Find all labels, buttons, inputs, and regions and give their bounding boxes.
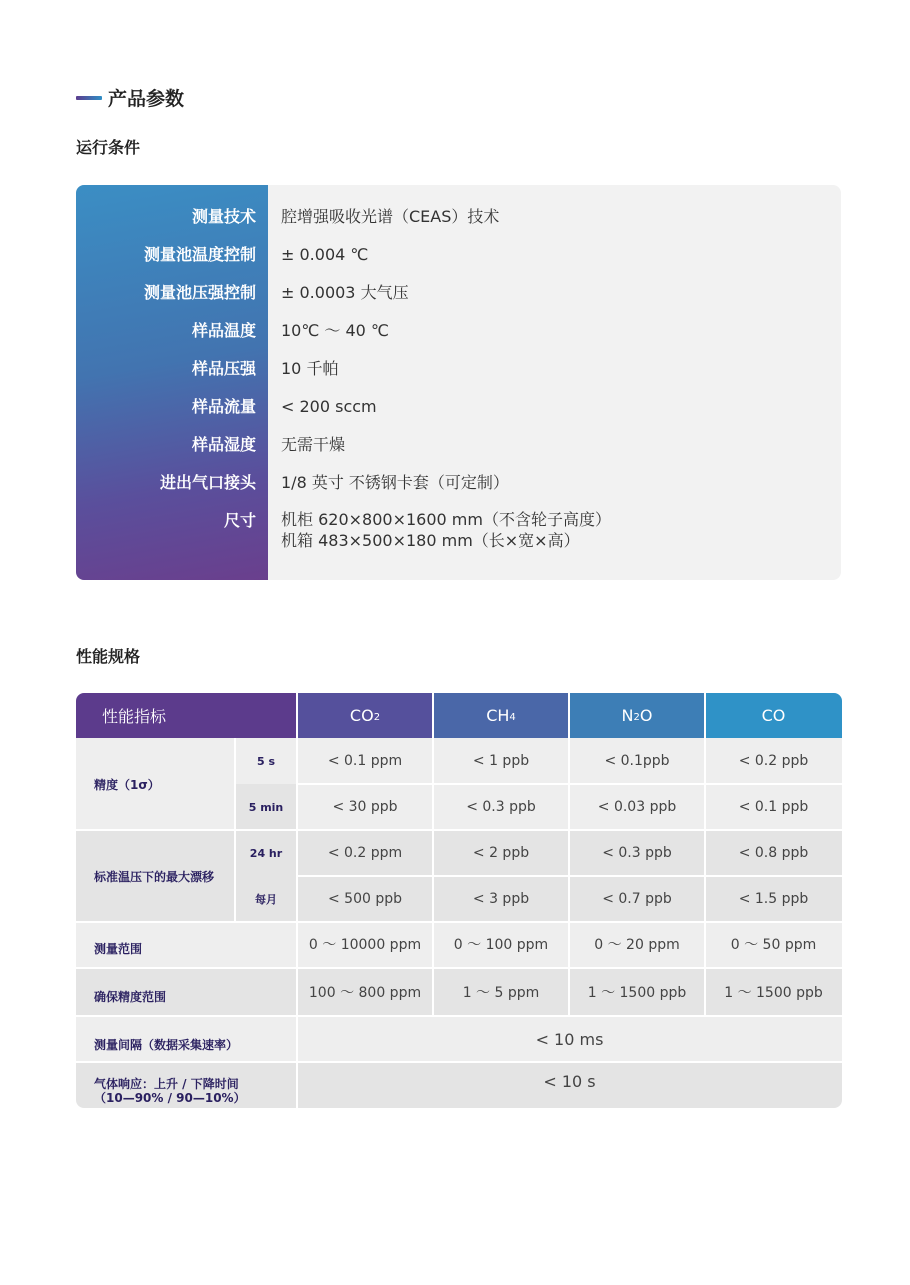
- table-cell: < 1 ppb: [433, 738, 569, 784]
- condition-key: 样品流量: [191, 397, 256, 416]
- table-cell: < 0.1ppb: [569, 738, 705, 784]
- header-gas-co2: [297, 693, 433, 738]
- grid-line: [76, 1061, 842, 1063]
- table-cell: < 0.03 ppb: [569, 784, 705, 830]
- performance-heading: 性能规格: [76, 647, 141, 666]
- condition-row: [76, 357, 841, 381]
- condition-value: ± 0.004 ℃: [281, 245, 369, 264]
- condition-row: [76, 471, 841, 495]
- table-cell: 0 ～ 10000 ppm: [297, 922, 433, 968]
- condition-row: [76, 433, 841, 457]
- table-cell: < 0.3 ppb: [433, 784, 569, 830]
- condition-value: ± 0.0003 大气压: [281, 283, 409, 302]
- operating-conditions-table: [76, 185, 841, 580]
- condition-row: [76, 395, 841, 419]
- table-cell: 1 ～ 1500 ppb: [569, 968, 705, 1016]
- condition-key: 样品湿度: [191, 435, 256, 454]
- precision-sub-5min: 5 min: [235, 784, 297, 830]
- gas-base: N: [621, 706, 634, 725]
- accurate-range-label: 确保精度范围: [76, 968, 297, 1016]
- condition-row: [76, 281, 841, 305]
- table-cell: 1 ～ 5 ppm: [433, 968, 569, 1016]
- condition-row: [76, 205, 841, 229]
- operating-conditions-heading: 运行条件: [76, 138, 141, 157]
- grid-line: [297, 875, 842, 877]
- gas-base: CO: [349, 706, 374, 725]
- gas-tail: O: [639, 706, 653, 725]
- condition-value: 腔增强吸收光谱（CEAS）技术: [281, 207, 500, 226]
- condition-key: 进出气口接头: [159, 473, 256, 492]
- condition-key: 测量池温度控制: [143, 245, 256, 264]
- precision-label: 精度（1σ）: [76, 738, 235, 830]
- gas-base: CH: [486, 706, 510, 725]
- drift-sub-24hr: 24 hr: [235, 830, 297, 876]
- section-heading: [76, 84, 184, 111]
- condition-row: [76, 319, 841, 343]
- precision-sub-5s: 5 s: [235, 738, 297, 784]
- grid-line: [76, 1015, 842, 1017]
- condition-value: < 200 sccm: [281, 397, 377, 416]
- header-gas-ch4: [433, 693, 569, 738]
- table-cell: 0 ～ 50 ppm: [705, 922, 842, 968]
- grid-line: [76, 829, 842, 831]
- response-label-line-1: 气体响应：上升 / 下降时间: [94, 1077, 239, 1091]
- dimension-line-1: 机柜 620×800×1600 mm（不含轮子高度）: [281, 510, 611, 529]
- response-label: [76, 1062, 297, 1108]
- condition-value: 无需干燥: [281, 435, 346, 454]
- condition-row: [76, 243, 841, 267]
- dimension-line-2: 机箱 483×500×180 mm（长×宽×高）: [281, 531, 580, 550]
- interval-label: 测量间隔（数据采集速率）: [76, 1016, 297, 1062]
- header-gas-n2o: [569, 693, 705, 738]
- condition-value: 10 千帕: [281, 359, 339, 378]
- grid-line: [76, 967, 842, 969]
- interval-value: < 10 ms: [297, 1016, 842, 1062]
- table-cell: < 0.1 ppm: [297, 738, 433, 784]
- condition-value: 1/8 英寸 不锈钢卡套（可定制）: [281, 473, 509, 492]
- gas-base: CO: [761, 706, 786, 725]
- table-cell: < 0.2 ppb: [705, 738, 842, 784]
- gas-subscript: 2: [633, 712, 640, 723]
- drift-label: 标准温压下的最大漂移: [76, 830, 235, 922]
- table-cell: < 0.3 ppb: [569, 830, 705, 876]
- table-cell: < 2 ppb: [433, 830, 569, 876]
- section-title: 产品参数: [108, 88, 185, 110]
- table-cell: 1 ～ 1500 ppb: [705, 968, 842, 1016]
- accent-bar: [76, 96, 102, 100]
- table-cell: < 0.2 ppm: [297, 830, 433, 876]
- condition-value: 10℃ ～ 40 ℃: [281, 321, 389, 340]
- table-cell: < 0.8 ppb: [705, 830, 842, 876]
- table-cell: < 3 ppb: [433, 876, 569, 922]
- condition-row: [76, 509, 841, 551]
- table-cell: < 30 ppb: [297, 784, 433, 830]
- header-gas-co: [705, 693, 842, 738]
- gas-subscript: 2: [373, 712, 381, 723]
- condition-key: 尺寸: [223, 511, 256, 530]
- condition-key: 样品压强: [191, 359, 256, 378]
- condition-key: 样品温度: [191, 321, 256, 340]
- condition-key: 测量池压强控制: [143, 283, 256, 302]
- grid-line: [296, 693, 298, 1108]
- table-cell: < 500 ppb: [297, 876, 433, 922]
- performance-table: [76, 693, 842, 1108]
- table-cell: 100 ～ 800 ppm: [297, 968, 433, 1016]
- drift-sub-monthly: 每月: [235, 876, 297, 922]
- range-label: 测量范围: [76, 922, 297, 968]
- table-cell: 0 ～ 20 ppm: [569, 922, 705, 968]
- header-label: 性能指标: [76, 693, 297, 738]
- grid-line: [297, 783, 842, 785]
- response-value: < 10 s: [297, 1062, 842, 1108]
- table-cell: 0 ～ 100 ppm: [433, 922, 569, 968]
- gas-subscript: 4: [509, 712, 516, 723]
- condition-value: [281, 509, 611, 551]
- response-label-line-2: （10—90% / 90—10%）: [94, 1091, 246, 1105]
- table-cell: < 0.7 ppb: [569, 876, 705, 922]
- table-cell: < 0.1 ppb: [705, 784, 842, 830]
- grid-line: [76, 921, 842, 923]
- condition-key: 测量技术: [191, 207, 256, 226]
- table-cell: < 1.5 ppb: [705, 876, 842, 922]
